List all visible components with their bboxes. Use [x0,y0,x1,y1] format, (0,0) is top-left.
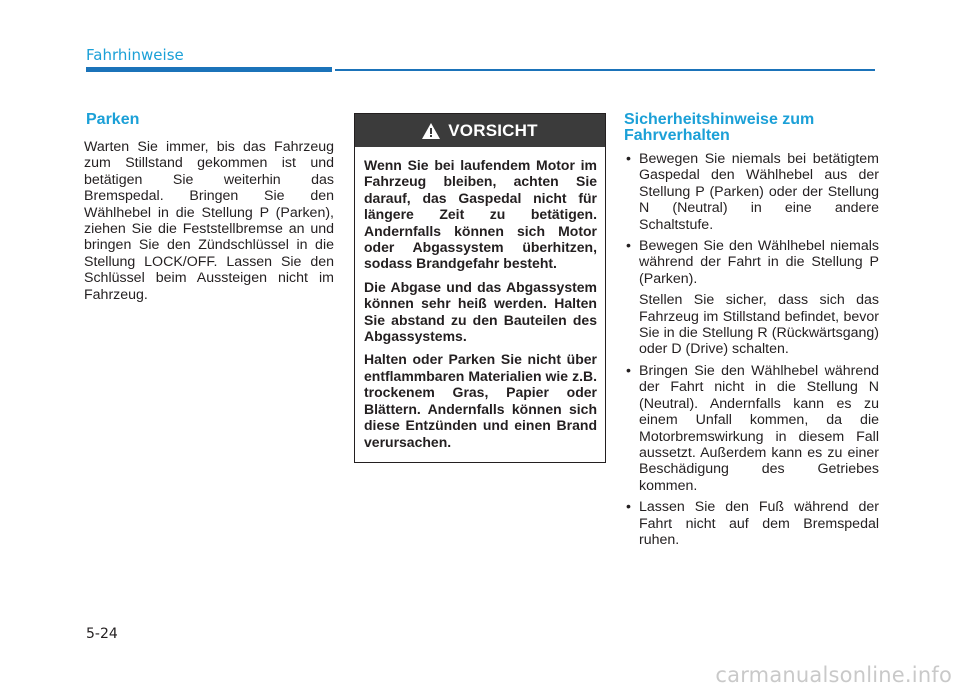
list-item [623,363,879,494]
bullet: • [626,499,631,516]
warning-paragraph: Halten oder Parken Sie nicht über entflammbaren Materialien wie z.B. trockenem Gras, Papier oder Blättern. Andernfalls können sich diese Entzünden und einen Brand verursachen. [364,351,597,450]
watermark: carmanualsonline.info [715,663,952,687]
list-item-text: Bewegen Sie den Wählhebel niemals während der Fahrt in die Stellung P (Parken). [639,238,879,287]
section-title: Fahrhinweise [86,46,184,64]
list-item-text: Lassen Sie den Fuß während der Fahrt nicht auf dem Bremspedal ruhen. [639,499,879,548]
list-item-text: Bewegen Sie niemals bei betätigtem Gaspedal den Wählhebel aus der Stellung P (Parken) oder der Stellung N (Neutral) in eine andere Schaltstufe. [639,151,879,233]
warning-title: VORSICHT [448,120,538,140]
warning-body [355,147,605,450]
warning-box [354,113,606,463]
bullet: • [626,151,631,167]
page-number: 5-24 [86,626,118,642]
warning-triangle-icon [422,123,440,139]
parken-heading: Parken [86,111,140,128]
header-rule-thick [86,67,332,72]
safety-heading-line1: Sicherheitshinweise zum [624,111,815,128]
list-item [623,238,879,358]
warning-paragraph: Wenn Sie bei laufendem Motor im Fahrzeug bleiben, achten Sie darauf, das Gaspedal nicht für längere Zeit zu betätigen. Andernfalls können sich Motor oder Abgassystem überhitzen, sodass Brandgefahr besteht. [364,157,597,272]
warning-header [355,114,605,147]
safety-heading-line2: Fahrverhalten [624,127,730,144]
list-item-text: Bringen Sie den Wählhebel während der Fahrt nicht in die Stellung N (Neutral). Andernfalls kann es zu einem Unfall kommen, da die Motorbremswirkung in diesem Fall aussetzt. Außerdem kann es zu einer Beschädigung des Getriebes kommen. [639,362,879,494]
list-item-extra: Stellen Sie sicher, dass sich das Fahrzeug im Stillstand befindet, bevor Sie in die Stellung R (Rückwärtsgang) oder D (Drive) schalten. [639,292,879,358]
bullet: • [626,238,631,255]
header-rule-thin [335,69,875,71]
parken-text: Warten Sie immer, bis das Fahrzeug zum Stillstand gekommen ist und betätigen Sie weiterhin das Bremspedal. Bringen Sie den Wählhebel in die Stellung P (Parken), ziehen Sie die Feststellbremse an und bringen Sie den Zündschlüssel in die Stellung LOCK/OFF. Lassen Sie den Schlüssel beim Aussteigen nicht im Fahrzeug. [84,139,334,303]
safety-heading [624,112,814,144]
warning-paragraph: Die Abgase und das Abgassystem können sehr heiß werden. Halten Sie abstand zu den Bauteilen des Abgassystems. [364,278,597,345]
safety-list [623,151,879,553]
list-item [623,151,879,233]
bullet: • [626,362,631,379]
list-item [623,499,879,548]
